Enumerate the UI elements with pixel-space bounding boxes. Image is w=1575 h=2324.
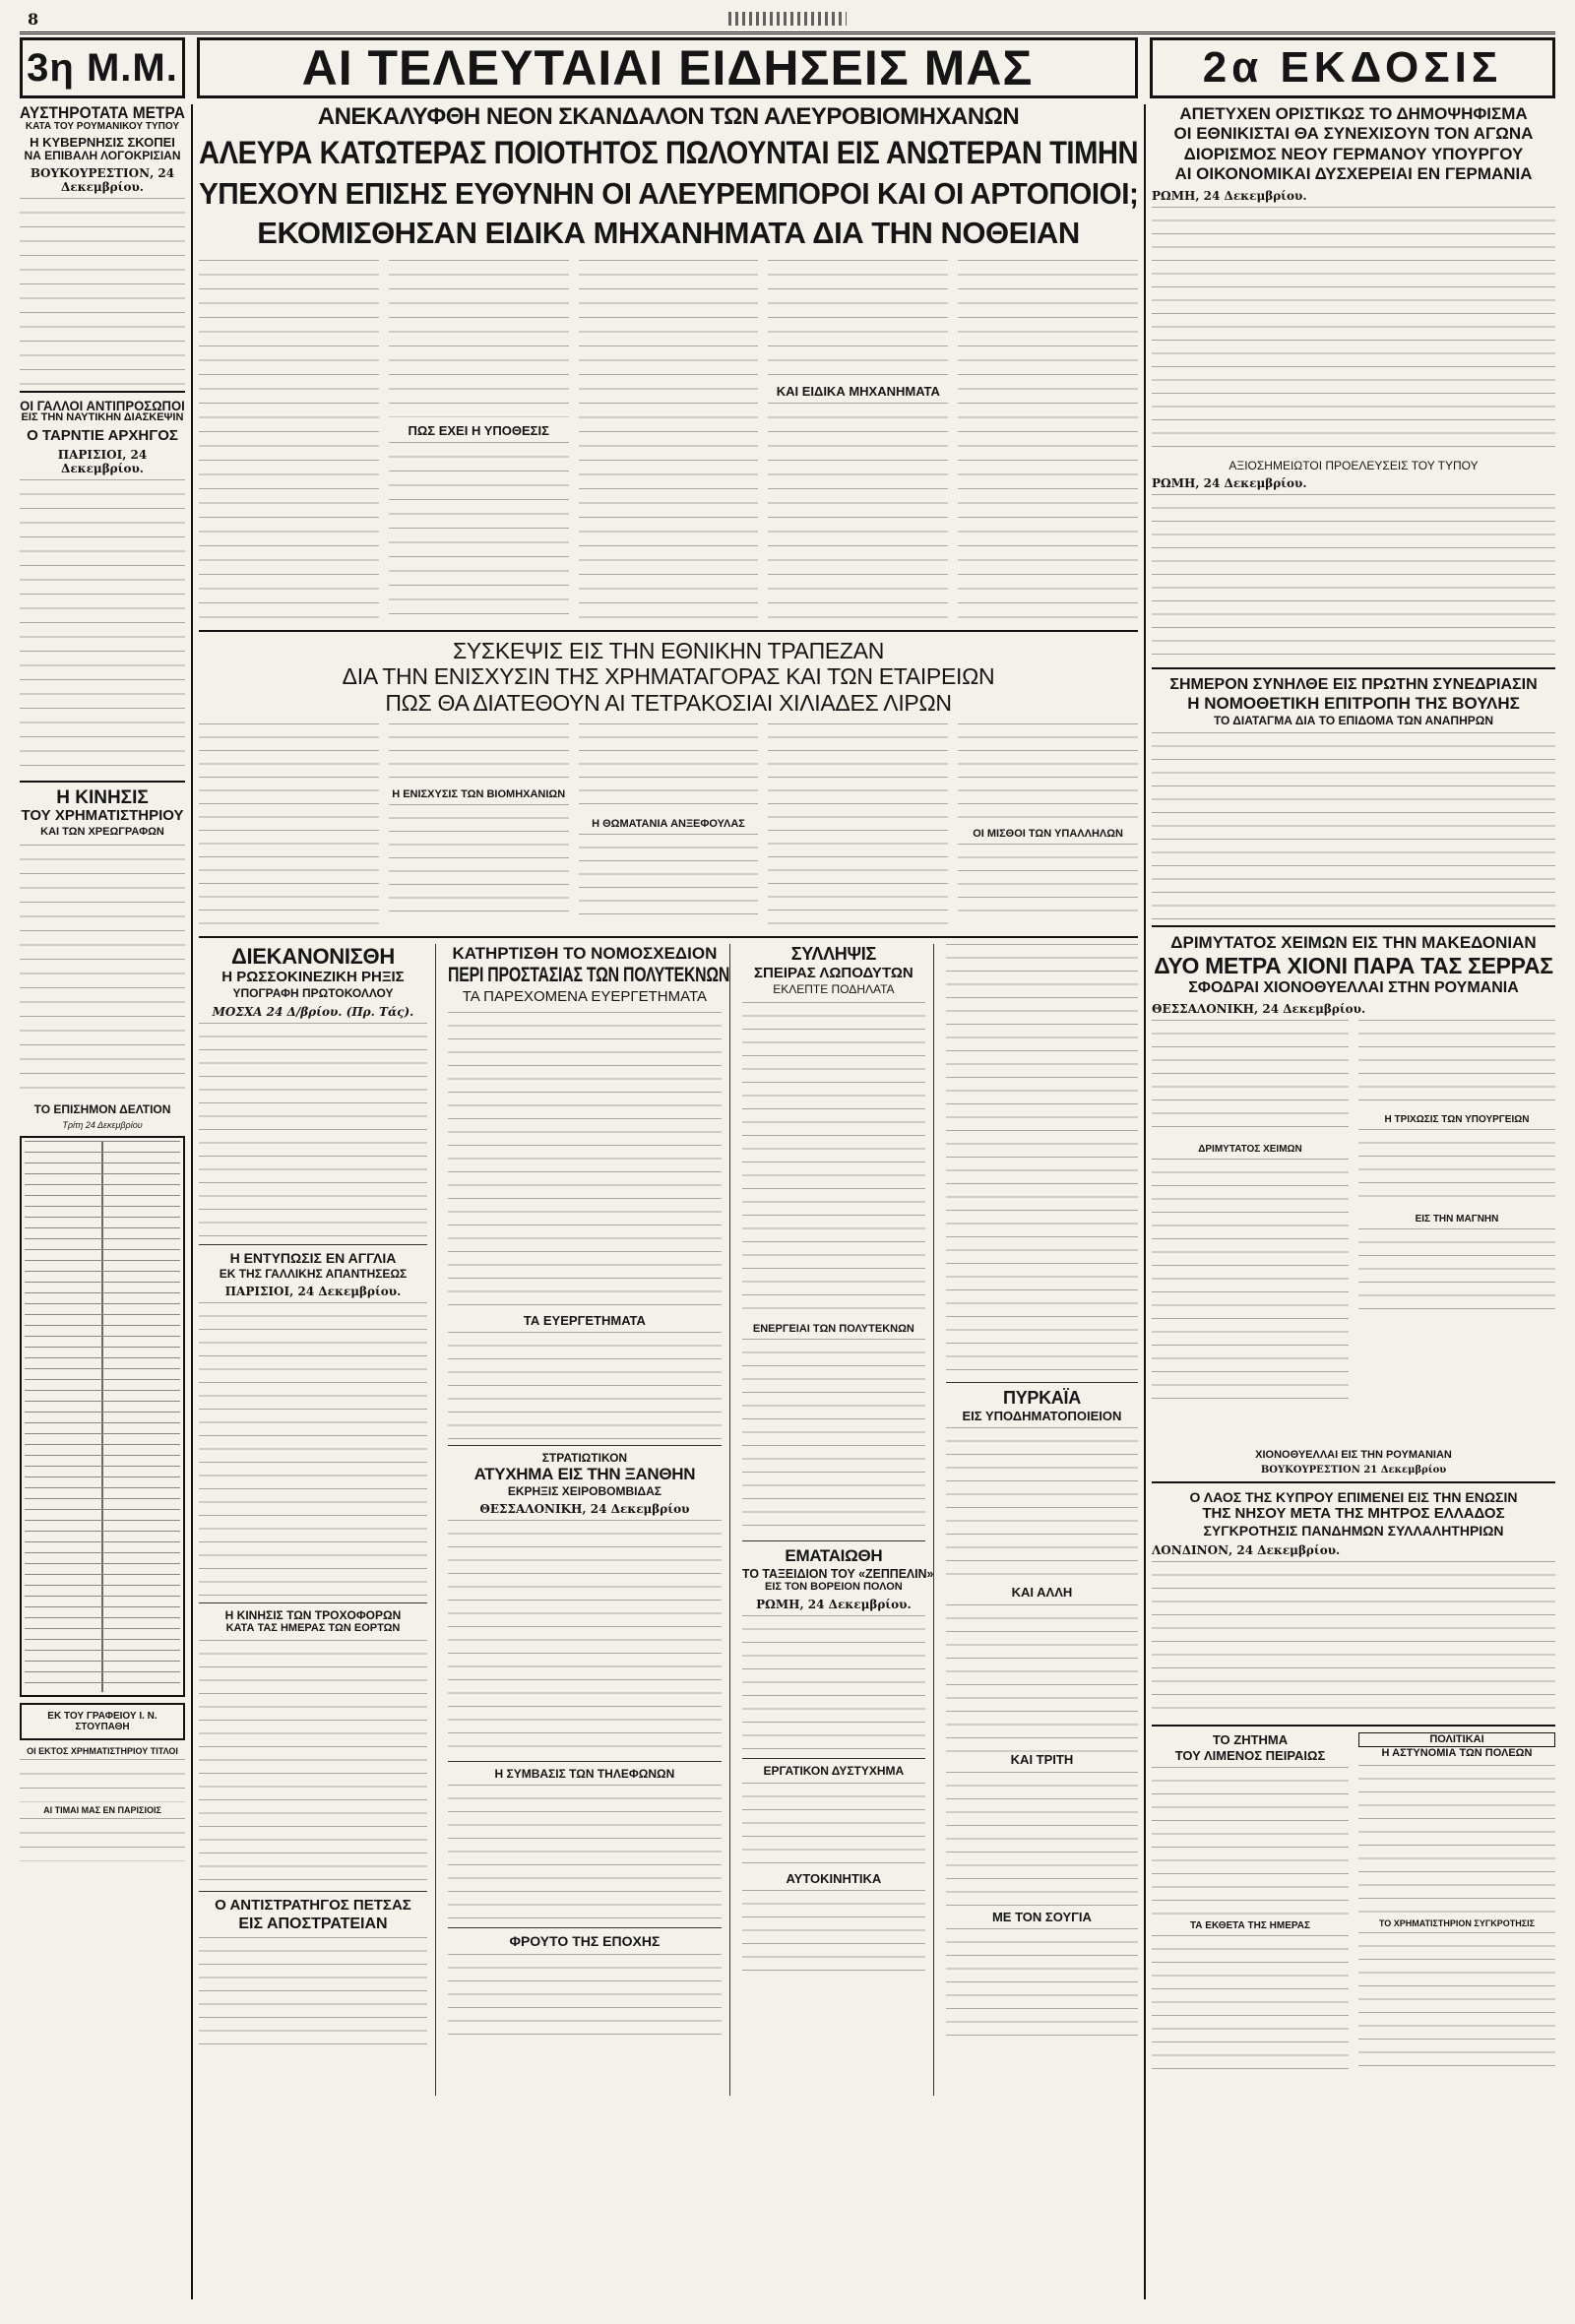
divider (742, 1758, 925, 1759)
dateline: ΡΩΜΗ, 24 Δεκεμβρίου. (1152, 188, 1307, 203)
right-column (1152, 104, 1555, 2299)
section-headline: ΠΩΣ ΘΑ ΔΙΑΤΕΘΟΥΝ ΑΙ ΤΕΤΡΑΚΟΣΙΑΙ ΧΙΛΙΑΔΕΣ ΛΙΡΩΝ (385, 689, 952, 716)
section-headline: ΣΥΣΚΕΨΙΣ ΕΙΣ ΤΗΝ ΕΘΝΙΚΗΝ ΤΡΑΠΕΖΑΝ (452, 637, 885, 663)
lower-col-3 (742, 944, 934, 2096)
subheading: ΑΙ ΤΙΜΑΙ ΜΑΣ ΕΝ ΠΑΡΙΣΙΟΙΣ (43, 1804, 161, 1815)
divider (199, 1244, 427, 1245)
article-text (579, 723, 759, 812)
headline: ΚΑΙ ΤΡΙΤΗ (1010, 1751, 1074, 1767)
table-title: ΤΟ ΕΠΙΣΗΜΟΝ ΔΕΛΤΙΟΝ (33, 1101, 171, 1116)
headline: ΚΑΙ ΤΩΝ ΧΡΕΩΓΡΑΦΩΝ (40, 826, 164, 839)
divider (1152, 925, 1555, 927)
headline: ΕΚ ΤΗΣ ΓΑΛΛΙΚΗΣ ΑΠΑΝΤΗΣΕΩΣ (219, 1266, 408, 1281)
headline: ΤΟ ΖΗΤΗΜΑ (1212, 1732, 1289, 1748)
article-text (1152, 1767, 1349, 1915)
article-column (1152, 1732, 1349, 2146)
headline: ΚΑΤΗΡΤΙΣΘΗ ΤΟ ΝΟΜΟΣΧΕΔΙΟΝ (452, 944, 718, 964)
headline: ΕΙΣ ΥΠΟΔΗΜΑΤΟΠΟΙΕΙΟΝ (962, 1408, 1122, 1423)
main-headline: ΥΠΕΧΟΥΝ ΕΠΙΣΗΣ ΕΥΘΥΝΗΝ ΟΙ ΑΛΕΥΡΕΜΠΟΡΟΙ ΚΑΙ ΟΙ ΑΡΤΟΠΟΙΟΙ; (199, 175, 1138, 211)
subheading: ΚΑΙ ΕΙΔΙΚΑ ΜΗΧΑΝΗΜΑΤΑ (776, 383, 940, 399)
headline: Η ΚΥΒΕΡΝΗΣΙΣ ΣΚΟΠΕΙ (30, 135, 175, 151)
ornament-icon (728, 12, 847, 26)
subheading: ΕΙΣ ΤΗΝ ΜΑΓΝΗΝ (1415, 1213, 1499, 1225)
divider (199, 630, 1138, 632)
divider (946, 1382, 1138, 1383)
top-rule (20, 10, 1555, 34)
article-text (946, 1928, 1138, 2046)
article-text (946, 1772, 1138, 1910)
section-headline: ΔΙΑ ΤΗΝ ΕΝΙΣΧΥΣΙΝ ΤΗΣ ΧΡΗΜΑΤΑΓΟΡΑΣ ΚΑΙ ΤΩΝ ΕΤΑΙΡΕΙΩΝ (342, 663, 995, 690)
headline: Η ΣΥΜΒΑΣΙΣ ΤΩΝ ΤΗΛΕΦΩΝΩΝ (494, 1766, 675, 1781)
subheading: ΑΞΙΟΣΗΜΕΙΩΤΟΙ ΠΡΟΕΛΕΥΣΕΙΣ ΤΟΥ ΤΥΠΟΥ (1228, 458, 1479, 472)
subheading: Η ΕΝΙΣΧΥΣΙΣ ΤΩΝ ΒΙΟΜΗΧΑΝΙΩΝ (392, 788, 566, 801)
lower-col-1 (199, 944, 436, 2096)
main-headline: ΑΛΕΥΡΑ ΚΑΤΩΤΕΡΑΣ ΠΟΙΟΤΗΤΟΣ ΠΩΛΟΥΝΤΑΙ ΕΙΣ ΑΝΩΤΕΡΑΝ ΤΙΜΗΝ (199, 135, 1138, 171)
headline: ΕΙΣ ΑΠΟΣΤΡΑΤΕΙΑΝ (238, 1915, 388, 1932)
article-column (389, 723, 569, 930)
headline: ΔΙΟΡΙΣΜΟΣ ΝΕΟΥ ΓΕΡΜΑΝΟΥ ΥΠΟΥΡΓΟΥ (1183, 144, 1524, 163)
article-text (742, 1339, 925, 1536)
headline: Η ΚΙΝΗΣΙΣ (56, 786, 149, 808)
divider (742, 1540, 925, 1541)
article-text (199, 260, 379, 624)
subheading: ΕΝΕΡΓΕΙΑΙ ΤΩΝ ΠΟΛΥΤΕΚΝΩΝ (752, 1323, 914, 1336)
subheading: ΤΑ ΕΚΘΕΤΑ ΤΗΣ ΗΜΕΡΑΣ (1189, 1920, 1311, 1932)
center-section (199, 104, 1138, 2299)
headline: ΑΤΥΧΗΜΑ ΕΙΣ ΤΗΝ ΞΑΝΘΗΝ (473, 1465, 696, 1483)
article-text (389, 442, 569, 619)
newspaper-page (20, 10, 1555, 2304)
article-text (389, 804, 569, 922)
dateline: ΛΟΝΔΙΝΟΝ, 24 Δεκεμβρίου. (1152, 1543, 1341, 1558)
headline: ΠΥΡΚΑΪΑ (1003, 1388, 1081, 1409)
left-column (20, 104, 185, 2299)
subheading: ΟΙ ΕΚΤΟΣ ΧΡΗΜΑΤΙΣΤΗΡΙΟΥ ΤΙΤΛΟΙ (27, 1745, 178, 1756)
headline: ΑΥΤΟΚΙΝΗΤΙΚΑ (786, 1870, 882, 1886)
stock-table (20, 1136, 185, 1697)
article-text (958, 260, 1138, 624)
page-title: ΑΙ ΤΕΛΕΥΤΑΙΑΙ ΕΙΔΗΣΕΙΣ ΜΑΣ (197, 37, 1138, 98)
headline: ΔΡΙΜΥΤΑΤΟΣ ΧΕΙΜΩΝ ΕΙΣ ΤΗΝ ΜΑΚΕΔΟΝΙΑΝ (1170, 932, 1537, 952)
article-text (1152, 207, 1555, 453)
dateline: ΘΕΣΣΑΛΟΝΙΚΗ, 24 Δεκεμβρίου (479, 1501, 690, 1516)
headline: ΣΦΟΔΡΑΙ ΧΙΟΝΟΘΥΕΛΛΑΙ ΣΤΗΝ ΡΟΥΜΑΝΙΑ (1188, 979, 1519, 997)
headline: ΤΑ ΠΑΡΕΧΟΜΕΝΑ ΕΥΕΡΓΕΤΗΜΑΤΑ (462, 987, 708, 1005)
article-text (1358, 1228, 1555, 1317)
article-text (742, 1002, 925, 1317)
dateline: ΘΕΣΣΑΛΟΝΙΚΗ, 24 Δεκεμβρίου. (1152, 1001, 1366, 1016)
lower-columns (199, 944, 1138, 2096)
divider (1152, 1481, 1555, 1483)
article-text (389, 260, 569, 417)
headline: ΣΤΡΑΤΙΩΤΙΚΟΝ (541, 1450, 628, 1465)
headline: ΤΟ ΔΙΑΤΑΓΜΑ ΔΙΑ ΤΟ ΕΠΙΔΟΜΑ ΤΩΝ ΑΝΑΠΗΡΩΝ (1213, 714, 1494, 728)
article-text (742, 1890, 925, 1979)
headline: ΕΜΑΤΑΙΩΘΗ (785, 1546, 883, 1566)
article-text (1152, 1561, 1555, 1719)
article-text (958, 844, 1138, 922)
article-text (768, 403, 948, 619)
subheading: ΟΙ ΜΙΣΘΟΙ ΤΩΝ ΥΠΑΛΛΗΛΩΝ (973, 828, 1123, 841)
headline: ΑΥΣΤΗΡΟΤΑΤΑ ΜΕΤΡΑ (20, 104, 185, 122)
article-text (1152, 1159, 1349, 1405)
headline: ΕΚΡΗΞΙΣ ΧΕΙΡΟΒΟΜΒΙΔΑΣ (507, 1483, 662, 1498)
dateline: ΡΩΜΗ, 24 Δεκεμβρίου. (1152, 475, 1307, 490)
headline: ΤΟΥ ΧΡΗΜΑΤΙΣΤΗΡΙΟΥ (21, 806, 184, 824)
article-text (448, 1954, 722, 2042)
page-number: 8 (28, 10, 39, 29)
subheading: ΠΩΣ ΕΧΕΙ Η ΥΠΟΘΕΣΙΣ (408, 422, 549, 438)
headline: ΟΙ ΓΑΛΛΟΙ ΑΝΤΙΠΡΟΣΩΠΟΙ (20, 397, 185, 413)
table-date: Τρίτη 24 Δεκεμβρίου (62, 1119, 143, 1130)
headline: ΚΑΤΑ ΤΑΣ ΗΜΕΡΑΣ ΤΩΝ ΕΟΡΤΩΝ (225, 1622, 401, 1635)
article-text (199, 1023, 427, 1239)
article-text (1152, 494, 1555, 661)
headline: ΟΙ ΕΘΝΙΚΙΣΤΑΙ ΘΑ ΣΥΝΕΧΙΣΟΥΝ ΤΟΝ ΑΓΩΝΑ (1173, 124, 1534, 144)
article-text (1152, 1935, 1349, 2073)
bank-article (199, 723, 1138, 930)
kicker-headline: ΑΝΕΚΑΛΥΦΘΗ ΝΕΟΝ ΣΚΑΝΔΑΛΟΝ ΤΩΝ ΑΛΕΥΡΟΒΙΟΜΗΧΑΝΩΝ (317, 104, 1020, 130)
headline: ΕΡΓΑΤΙΚΟΝ ΔΥΣΤΥΧΗΜΑ (763, 1764, 905, 1779)
headline: ΑΙ ΟΙΚΟΝΟΜΙΚΑΙ ΔΥΣΧΕΡΕΙΑΙ ΕΝ ΓΕΡΜΑΝΙΑ (1174, 164, 1533, 184)
column-rule (191, 104, 193, 2299)
article-text (20, 845, 185, 1100)
dateline: ΡΩΜΗ, 24 Δεκεμβρίου. (756, 1598, 912, 1612)
article-column (1358, 1732, 1555, 2146)
article-text (768, 260, 948, 378)
divider (448, 1927, 722, 1928)
article-text (199, 1640, 427, 1886)
article-text (199, 1302, 427, 1598)
divider (20, 391, 185, 393)
headline: Ο ΑΝΤΙΣΤΡΑΤΗΓΟΣ ΠΕΤΣΑΣ (215, 1896, 411, 1914)
headline: ΣΥΛΛΗΨΙΣ (790, 944, 876, 965)
headline: Η ΑΣΤΥΝΟΜΙΑ ΤΩΝ ΠΟΛΕΩΝ (1381, 1747, 1533, 1760)
divider (1152, 1725, 1555, 1727)
stock-table-rows (25, 1141, 180, 1692)
headline: Η ΡΩΣΣΟΚΙΝΕΖΙΚΗ ΡΗΞΙΣ (221, 969, 405, 986)
subheading: ΤΟ ΧΡΗΜΑΤΙΣΤΗΡΙΟΝ ΣΥΓΚΡΟΤΗΣΙΣ (1378, 1917, 1536, 1928)
article-column (389, 260, 569, 624)
divider (1152, 667, 1555, 669)
article-text (946, 1427, 1138, 1585)
column-rule (1144, 104, 1146, 2299)
article-text (448, 1332, 722, 1440)
headline: ΑΠΕΤΥΧΕΝ ΟΡΙΣΤΙΚΩΣ ΤΟ ΔΗΜΟΨΗΦΙΣΜΑ (1179, 104, 1528, 123)
dateline: ΒΟΥΚΟΥΡΕΣΤΙΟΝ, 24 Δεκεμβρίου. (30, 165, 175, 194)
article-text (1358, 1765, 1555, 1913)
dateline: ΠΑΡΙΣΙΟΙ, 24 Δεκεμβρίου. (57, 447, 148, 475)
article-text (20, 198, 185, 385)
snow-article (1152, 1020, 1555, 1443)
headline: ΣΥΓΚΡΟΤΗΣΙΣ ΠΑΝΔΗΜΩΝ ΣΥΛΛΑΛΗΤΗΡΙΩΝ (1203, 1523, 1504, 1539)
article-column (579, 723, 759, 930)
headline: ΚΑΙ ΑΛΛΗ (1011, 1585, 1073, 1601)
article-text (958, 723, 1138, 822)
article-text (448, 1520, 722, 1756)
article-text (579, 834, 759, 922)
headline: ΜΕ ΤΟΝ ΣΟΥΓΙΑ (991, 1909, 1092, 1924)
headline: ΕΙΣ ΤΟΝ ΒΟΡΕΙΟΝ ΠΟΛΟΝ (765, 1581, 903, 1594)
subheading: Η ΤΡΙΧΩΣΙΣ ΤΩΝ ΥΠΟΥΡΓΕΙΩΝ (1384, 1113, 1530, 1125)
article-text (389, 723, 569, 783)
headline: ΠΟΛΙΤΙΚΑΙ (1358, 1732, 1555, 1747)
dateline: ΜΟΣΧΑ 24 Δ/βρίου. (Πρ. Τάς). (212, 1004, 414, 1019)
table-footer-box: ΕΚ ΤΟΥ ΓΡΑΦΕΙΟΥ Ι. Ν. ΣΤΟΥΠΑΘΗ (20, 1703, 185, 1740)
divider (199, 936, 1138, 938)
subheading: ΔΡΙΜΥΤΑΤΟΣ ΧΕΙΜΩΝ (1198, 1143, 1302, 1155)
article-text (1358, 1129, 1555, 1208)
article-column (1152, 1020, 1349, 1443)
main-headline: ΕΚΟΜΙΣΘΗΣΑΝ ΕΙΔΙΚΑ ΜΗΧΑΝΗΜΑΤΑ ΔΙΑ ΤΗΝ ΝΟΘΕΙΑΝ (257, 215, 1080, 250)
subheading: Η ΘΩΜΑΤΑΝΙΑ ΑΝΞΕΦΟΥΛΑΣ (592, 818, 745, 831)
headline: Ο ΛΑΟΣ ΤΗΣ ΚΥΠΡΟΥ ΕΠΙΜΕΝΕΙ ΕΙΣ ΤΗΝ ΕΝΩΣΙΝ (1189, 1488, 1518, 1505)
lead-article (199, 260, 1138, 624)
subheading: ΧΙΟΝΟΘΥΕΛΛΑΙ ΕΙΣ ΤΗΝ ΡΟΥΜΑΝΙΑΝ (1255, 1448, 1452, 1461)
article-column (958, 723, 1138, 930)
headline: ΤΟΥ ΛΙΜΕΝΟΣ ΠΕΙΡΑΙΩΣ (1174, 1747, 1326, 1763)
headline: ΣΗΜΕΡΟΝ ΣΥΝΗΛΘΕ ΕΙΣ ΠΡΩΤΗΝ ΣΥΝΕΔΡΙΑΣΙΝ (1169, 675, 1538, 693)
headline: ΠΕΡΙ ΠΡΟΣΤΑΣΙΑΣ ΤΩΝ ΠΟΛΥΤΕΚΝΩΝ (447, 964, 730, 987)
headline: Η ΚΙΝΗΣΙΣ ΤΩΝ ΤΡΟΧΟΦΟΡΩΝ (224, 1607, 402, 1622)
article-text (1152, 1020, 1349, 1138)
divider (199, 1602, 427, 1603)
headline: Η ΝΟΜΟΘΕΤΙΚΗ ΕΠΙΤΡΟΠΗ ΤΗΣ ΒΟΥΛΗΣ (1187, 693, 1520, 713)
headline: Η ΕΝΤΥΠΩΣΙΣ ΕΝ ΑΓΓΛΙΑ (229, 1249, 397, 1266)
article-text (742, 1615, 925, 1753)
article-text (946, 944, 1138, 1377)
article-text (1358, 1932, 1555, 2070)
headline: ΥΠΟΓΡΑΦΗ ΠΡΩΤΟΚΟΛΛΟΥ (232, 986, 394, 1001)
headline: ΤΟ ΤΑΞΕΙΔΙΟΝ ΤΟΥ «ΖΕΠΠΕΛΙΝ» (741, 1565, 934, 1581)
article-text (448, 1012, 722, 1307)
article-text (579, 260, 759, 624)
dateline: ΒΟΥΚΟΥΡΕΣΤΙΟΝ 21 Δεκεμβρίου (1260, 1464, 1447, 1476)
article-column (768, 260, 948, 624)
headline: ΤΗΣ ΝΗΣΟΥ ΜΕΤΑ ΤΗΣ ΜΗΤΡΟΣ ΕΛΛΑΔΟΣ (1202, 1505, 1505, 1523)
divider (20, 781, 185, 783)
bottom-right-articles (1152, 1732, 1555, 2146)
subheading: ΤΑ ΕΥΕΡΓΕΤΗΜΑΤΑ (523, 1312, 646, 1328)
headline: Ο ΤΑΡΝΤΙΕ ΑΡΧΗΓΟΣ (27, 426, 178, 444)
article-text (1358, 1020, 1555, 1108)
article-text (20, 1818, 185, 1861)
divider (448, 1761, 722, 1762)
headline: ΦΡΟΥΤΟ ΤΗΣ ΕΠΟΧΗΣ (509, 1933, 661, 1950)
article-text (448, 1785, 722, 1922)
article-text (742, 1783, 925, 1871)
dateline: ΠΑΡΙΣΙΟΙ, 24 Δεκεμβρίου. (224, 1284, 402, 1298)
article-column (1358, 1020, 1555, 1443)
article-text (199, 723, 379, 930)
headline: ΔΙΕΚΑΝΟΝΙΣΘΗ (230, 944, 395, 970)
headline: ΔΥΟ ΜΕΤΡΑ ΧΙΟΝΙ ΠΑΡΑ ΤΑΣ ΣΕΡΡΑΣ (1154, 952, 1553, 978)
divider (199, 1891, 427, 1892)
article-text (946, 1604, 1138, 1752)
lower-col-2 (448, 944, 730, 2096)
article-text (20, 1759, 185, 1802)
divider (448, 1445, 722, 1446)
article-text (1152, 732, 1555, 919)
article-text (20, 479, 185, 775)
headline: ΚΑΤΑ ΤΟΥ ΡΟΥΜΑΝΙΚΟΥ ΤΥΠΟΥ (25, 120, 180, 132)
edition-time-box: 3η Μ.Μ. (20, 37, 185, 98)
headline: ΕΚΛΕΠΤΕ ΠΟΔΗΛΑΤΑ (773, 981, 895, 996)
article-text (768, 723, 948, 930)
lower-col-4 (946, 944, 1138, 2096)
headline: ΝΑ ΕΠΙΒΑΛΗ ΛΟΓΟΚΡΙΣΙΑΝ (24, 148, 181, 162)
article-text (199, 1937, 427, 2055)
headline: ΕΙΣ ΤΗΝ ΝΑΥΤΙΚΗΝ ΔΙΑΣΚΕΨΙΝ (21, 411, 184, 424)
edition-box: 2α ΕΚΔΟΣΙΣ (1150, 37, 1555, 98)
headline: ΣΠΕΙΡΑΣ ΛΩΠΟΔΥΤΩΝ (754, 964, 914, 981)
